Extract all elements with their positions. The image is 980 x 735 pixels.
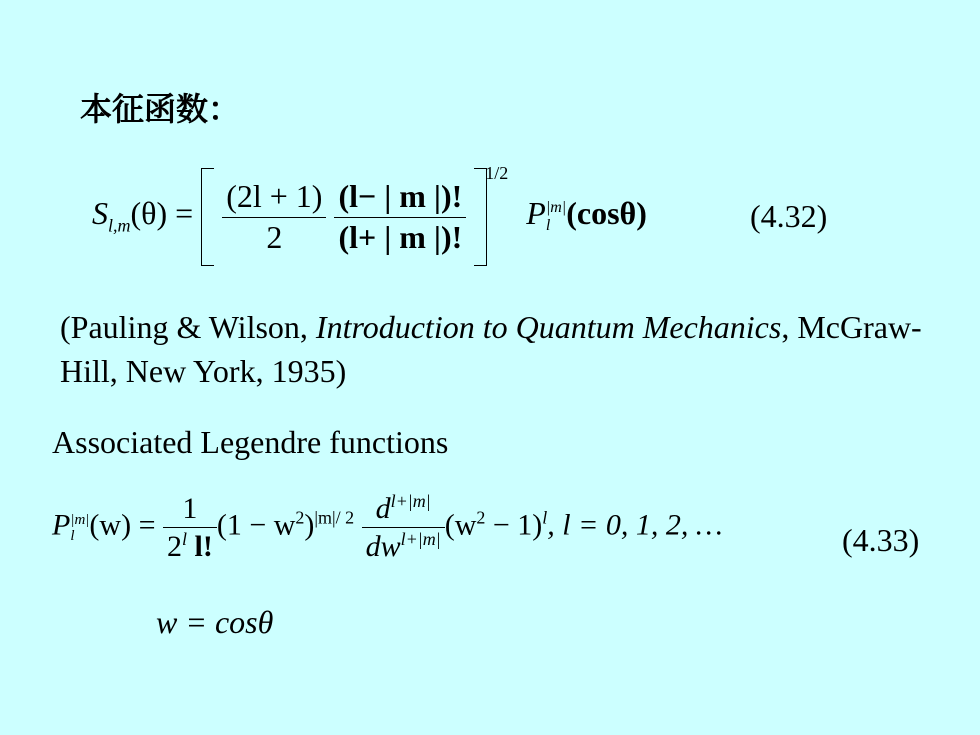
eq433-deriv-num	[372, 492, 435, 525]
eq433-den-tail: l!	[187, 530, 213, 563]
eq433-frac1-num: 1	[182, 492, 198, 525]
eq432-arg: (θ) =	[130, 195, 194, 232]
eq432-power: 1/2	[485, 162, 509, 183]
eq433-deriv	[362, 492, 445, 563]
eq432-frac2-num: (l− | m |)!	[338, 178, 463, 215]
assoc-legendre-label: Associated Legendre functions	[52, 424, 449, 460]
eq432-frac2	[334, 179, 466, 254]
eq432-frac1-num: (2l + 1)	[226, 178, 323, 215]
eq433-number: (4.33)	[842, 522, 920, 558]
eq432-P-arg: (cosθ)	[566, 195, 647, 232]
eq433-factor-close: )	[304, 508, 315, 542]
eq433-dw: dw	[365, 530, 401, 563]
eq433-P-sub: l	[70, 527, 75, 544]
eq432-P-sub: l	[545, 217, 551, 234]
eq433-deriv-den	[362, 530, 445, 563]
eq433-den-base: 2	[167, 530, 182, 563]
eq433-tail-sq: 2	[476, 507, 486, 528]
eq433-frac1-den	[163, 530, 217, 563]
heading-eigenfunctions: 本征函数：	[80, 90, 241, 128]
eq433-d: d	[375, 492, 391, 525]
eq432-P-sup: |m|	[545, 199, 567, 216]
w-definition	[156, 604, 273, 641]
eq432-frac1-den: 2	[266, 218, 283, 255]
eq432-frac2-den: (l+ | m |)!	[338, 218, 463, 255]
eq433-factor-sq: 2	[295, 507, 305, 528]
citation-rest: , McGraw-Hill, New York, 1935)	[60, 309, 922, 389]
citation-open: (Pauling & Wilson,	[60, 309, 316, 345]
eq432-P: P	[526, 195, 546, 232]
eq432-S-sub: l,m	[108, 215, 131, 236]
eq433-factor-pow: |m|/ 2	[314, 507, 355, 528]
eq432-S: S	[92, 195, 108, 232]
left-bracket	[201, 168, 214, 266]
eq432-legendre	[526, 195, 647, 234]
eq433-lhs-arg: (w) =	[89, 508, 156, 542]
eq433-P-sup: |m|	[70, 511, 90, 528]
eq433-tail-pow: l	[542, 507, 548, 528]
eq433-frac1	[163, 492, 217, 563]
eq433-den-sup: l	[182, 529, 188, 549]
eq432-frac1	[222, 179, 326, 254]
eq433-tail-close: − 1)	[485, 508, 543, 542]
eq433-factor: (1 − w	[216, 508, 296, 542]
citation-title: Introduction to Quantum Mechanics	[315, 309, 782, 345]
eq432-lhs	[92, 195, 201, 236]
equation-4-33	[52, 492, 723, 563]
eq433-range: , l = 0, 1, 2, …	[547, 508, 723, 542]
w-definition-text: w = cosθ	[156, 604, 274, 640]
eq433-d-sup: l+|m|	[390, 491, 431, 511]
eq433-dw-sup: l+|m|	[400, 529, 441, 549]
equation-4-32	[92, 162, 647, 266]
eq433-tail: (w	[444, 508, 477, 542]
citation	[60, 305, 940, 393]
eq432-number: (4.32)	[750, 198, 828, 234]
eq433-P: P	[52, 508, 71, 542]
